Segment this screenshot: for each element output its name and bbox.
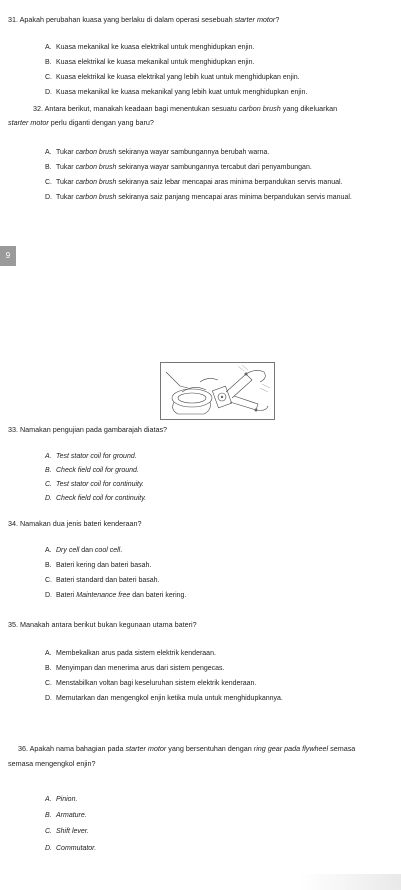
option-letter: B. [45,59,52,66]
question-36-text-mid: yang bersentuhan dengan [166,744,254,753]
option-letter: A. [45,453,52,460]
q35-option-a[interactable] [45,649,216,658]
option-letter: C. [45,481,52,488]
question-36-line2-text: semasa mengengkol enjin? [8,759,96,768]
q31-option-b[interactable] [45,58,254,67]
q31-option-d[interactable] [45,88,307,97]
q35-option-b[interactable] [45,664,224,673]
page-edge-shadow [300,874,401,890]
option-letter: A. [45,149,52,156]
option-text: Kuasa elektrikal ke kuasa mekanikal untuk menghidupkan enjin. [56,59,255,66]
option-letter: C. [45,74,52,81]
question-36 [18,744,355,753]
option-text: dan [79,547,95,554]
question-36-text-end: semasa [328,744,356,753]
option-letter: D. [45,89,52,96]
q32-option-c[interactable] [45,178,343,187]
option-text: Check field coil for continuity. [56,495,147,502]
option-term: carbon brush [75,149,117,156]
question-31 [8,15,279,24]
option-letter: C. [45,680,52,687]
question-36-line2 [8,759,96,768]
option-letter: B. [45,467,52,474]
question-31-text: 31. Apakah perubahan kuasa yang berlaku di dalam operasi sesebuah [8,15,235,24]
option-text-end: sekiranya saiz lebar mencapai aras minima berpandukan servis manual. [116,179,343,186]
question-31-end: ? [275,15,280,24]
option-text-end: sekiranya saiz panjang mencapai aras minima berpandukan servis manual. [116,194,352,201]
q32-option-a[interactable] [45,148,269,157]
option-letter: C. [45,179,52,186]
question-32-term: carbon brush [238,104,281,113]
question-32-line2 [8,118,154,127]
question-34 [8,519,141,528]
question-35-text: 35. Manakah antara berikut bukan kegunaan utama bateri? [8,620,197,629]
option-text: Menyimpan dan menerima arus dari sistem pengecas. [56,665,225,672]
q34-option-a[interactable] [45,546,122,555]
q34-option-b[interactable] [45,561,151,570]
question-36-term: starter motor [125,744,167,753]
q33-option-b[interactable] [45,466,139,475]
q36-option-b[interactable] [45,811,87,820]
starter-motor-test-diagram [160,362,275,420]
option-term: carbon brush [75,194,117,201]
q33-option-d[interactable] [45,494,146,503]
option-letter: B. [45,164,52,171]
option-text: Tukar [56,194,76,201]
option-term2: cool cell [94,547,121,554]
option-text: Shift lever. [56,828,89,835]
option-letter: A. [45,44,52,51]
option-text-end: sekiranya wayar sambungannya tercabut dari penyambungan. [116,164,312,171]
q31-option-c[interactable] [45,73,300,82]
q32-option-b[interactable] [45,163,312,172]
option-text: Commutator. [56,845,97,852]
option-text: Tukar [56,149,76,156]
question-33-text: 33. Namakan pengujian pada gambarajah diatas? [8,425,168,434]
question-32-term2: starter motor [8,118,49,127]
question-32-text-end: yang dikeluarkan [280,104,338,113]
q34-option-c[interactable] [45,576,160,585]
option-text: Bateri kering dan bateri basah. [56,562,152,569]
q34-option-d[interactable] [45,591,186,600]
question-32 [33,104,337,113]
option-letter: D. [45,695,52,702]
option-letter: C. [45,828,52,835]
option-term: Dry cell [56,547,80,554]
option-term: carbon brush [75,164,117,171]
question-34-text: 34. Namakan dua jenis bateri kenderaan? [8,519,142,528]
option-text: Kuasa mekanikal ke kuasa mekanikal yang lebih kuat untuk menghidupkan enjin. [56,89,308,96]
option-letter: B. [45,812,52,819]
option-text: Armature. [56,812,87,819]
question-32-text: 32. Antara berikut, manakah keadaan bagi menentukan sesuatu [33,104,239,113]
option-letter: B. [45,665,52,672]
question-35 [8,620,197,629]
option-text: Memutarkan dan mengengkol enjin ketika mula untuk menghidupkannya. [56,695,283,702]
option-letter: D. [45,194,52,201]
option-term: carbon brush [75,179,117,186]
question-31-term: starter motor [234,15,276,24]
option-text: Menstabilkan voltan bagi keseluruhan sistem elektrik kenderaan. [56,680,257,687]
question-32-line2-text: perlu diganti dengan yang baru? [48,118,154,127]
option-letter: D. [45,845,52,852]
option-letter: D. [45,592,52,599]
option-text: Kuasa mekanikal ke kuasa elektrikal untuk menghidupkan enjin. [56,44,255,51]
option-text: Membekalkan arus pada sistem elektrik kenderaan. [56,650,216,657]
option-text: Pinion. [56,796,78,803]
option-letter: A. [45,650,52,657]
option-text: Tukar [56,179,76,186]
option-text: Kuasa elektrikal ke kuasa elektrikal yang lebih kuat untuk menghidupkan enjin. [56,74,300,81]
question-36-text: 36. Apakah nama bahagian pada [18,744,126,753]
option-text: Check field coil for ground. [56,467,139,474]
option-text: Tukar [56,164,76,171]
option-letter: D. [45,495,52,502]
q35-option-c[interactable] [45,679,256,688]
option-text: Test stator coil for continuity. [56,481,144,488]
question-36-term2: ring gear pada flywheel [253,744,329,753]
option-letter: B. [45,562,52,569]
option-text: Bateri standard dan bateri basah. [56,577,160,584]
option-text-end: sekiranya wayar sambungannya berubah warna. [116,149,270,156]
option-term: Maintenance free [76,592,131,599]
q33-option-c[interactable] [45,480,144,489]
q32-option-d[interactable] [45,193,352,202]
q31-option-a[interactable] [45,43,254,52]
option-text-end: . [120,547,123,554]
q33-option-a[interactable] [45,452,137,461]
option-letter: A. [45,796,52,803]
option-text-end: dan bateri kering. [130,592,187,599]
q36-option-a[interactable] [45,795,77,804]
q36-option-d[interactable] [45,844,96,853]
option-letter: C. [45,577,52,584]
option-letter: A. [45,547,52,554]
q35-option-d[interactable] [45,694,283,703]
page-number-badge: 9 [0,246,16,266]
option-text: Bateri [56,592,77,599]
question-33 [8,425,167,434]
option-text: Test stator coil for ground. [56,453,137,460]
q36-option-c[interactable] [45,827,89,836]
